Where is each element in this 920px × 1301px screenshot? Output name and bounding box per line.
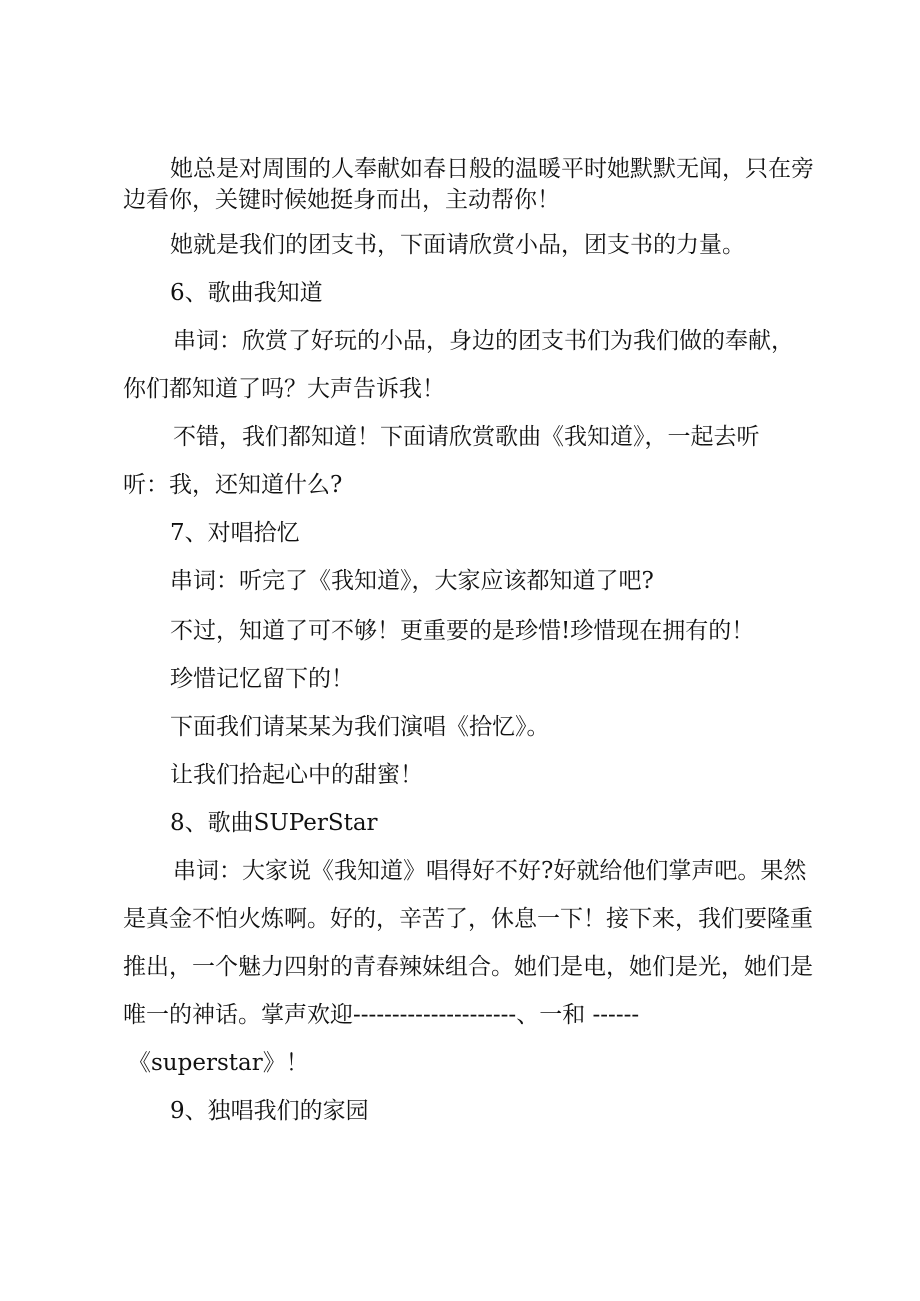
paragraph-13-line-5: 《superstar》！ [128,1050,309,1076]
paragraph-5-line-1: 不错，我们都知道！下面请欣赏歌曲《我知道》，一起去听 [173,424,760,450]
paragraph-10: 下面我们请某某为我们演唱《拾忆》。 [170,714,550,740]
paragraph-1-line-2: 边看你，关键时候她挺身而出，主动帮你！ [123,187,560,213]
section-heading-7: 7、对唱拾忆 [170,520,300,546]
paragraph-9: 珍惜记忆留下的！ [170,666,354,692]
section-heading-6: 6、歌曲我知道 [170,280,323,306]
paragraph-2: 她就是我们的团支书，下面请欣赏小品，团支书的力量。 [170,232,745,258]
paragraph-4-line-2: 你们都知道了吗？大声告诉我！ [123,376,445,402]
paragraph-13-line-1: 串词：大家说《我知道》唱得好不好?好就给他们掌声吧。果然 [173,858,807,884]
paragraph-13-line-4: 唯一的神话。掌声欢迎---------------------、一和 ------ [123,1002,640,1028]
paragraph-1-line-1: 她总是对周围的人奉献如春日般的温暖平时她默默无闻，只在旁 [170,156,814,182]
paragraph-11: 让我们拾起心中的甜蜜！ [170,762,423,788]
paragraph-8: 不过，知道了可不够！更重要的是珍惜!珍惜现在拥有的！ [170,618,755,644]
section-heading-8: 8、歌曲SUPerStar [170,810,378,836]
paragraph-13-line-2: 是真金不怕火炼啊。好的，辛苦了，休息一下！接下来，我们要隆重 [123,906,813,932]
paragraph-5-line-2: 听：我，还知道什么? [123,472,343,498]
paragraph-13-line-3: 推出，一个魅力四射的青春辣妹组合。她们是电，她们是光，她们是 [123,954,813,980]
paragraph-7: 串词：听完了《我知道》，大家应该都知道了吧? [170,568,654,594]
paragraph-4-line-1: 串词：欣赏了好玩的小品，身边的团支书们为我们做的奉献， [173,328,794,354]
section-heading-9: 9、独唱我们的家园 [170,1098,369,1124]
